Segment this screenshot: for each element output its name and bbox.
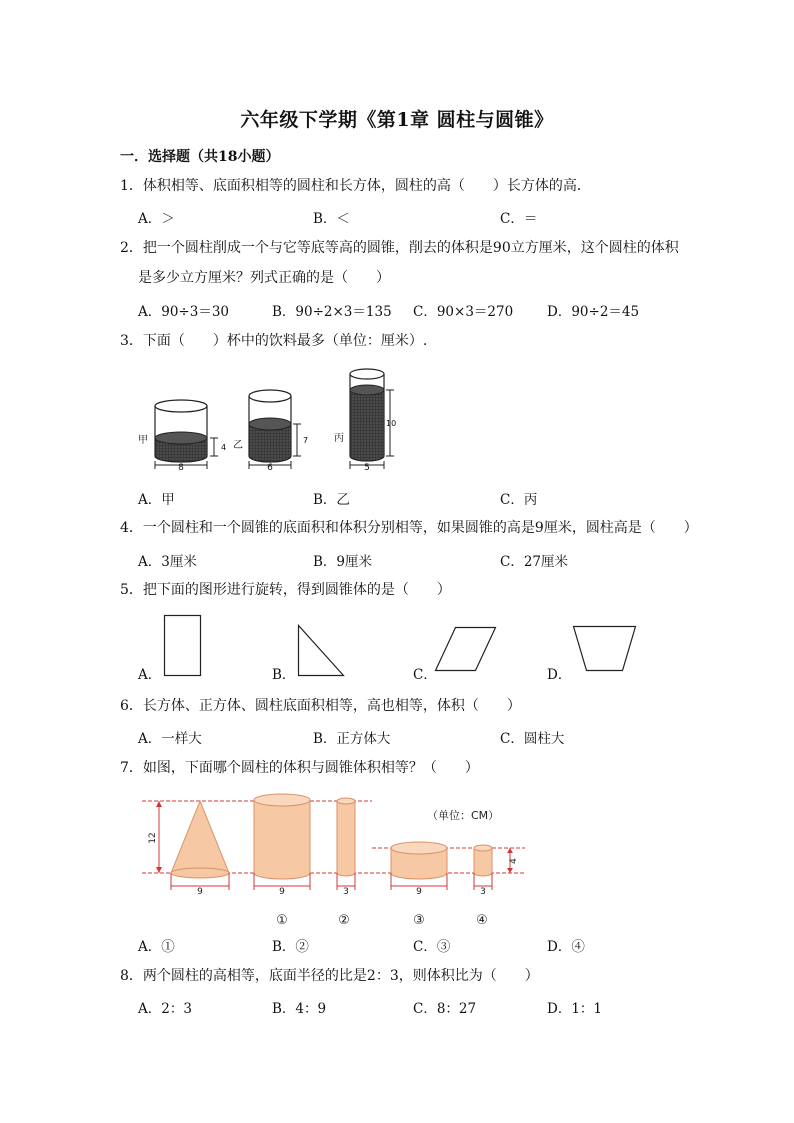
q1-option-b[interactable]: B．＜: [313, 211, 350, 227]
q7-option-a[interactable]: A．①: [138, 939, 175, 955]
cup-jia: [138, 400, 226, 473]
question-7-stem: 7．如图，下面哪个圆柱的体积与圆锥体积相等？（ ）: [120, 760, 479, 776]
cylinder-1-number: ①: [276, 913, 288, 928]
cup-bing-diameter: 5: [364, 463, 370, 473]
cylinder-4: [474, 845, 492, 876]
question-5-stem: 5．把下面的图形进行旋转，得到圆锥体的是（ ）: [120, 582, 451, 598]
cup-yi: [233, 390, 308, 473]
question-3-stem: 3．下面（ ）杯中的饮料最多（单位：厘米）.: [120, 333, 428, 349]
rectangle-shape: [165, 616, 201, 676]
cup-bing-label: 丙: [334, 433, 344, 444]
q3-option-a[interactable]: A．甲: [138, 492, 175, 508]
q6-option-c[interactable]: C．圆柱大: [500, 731, 565, 747]
cylinder-4-width: 3: [480, 887, 486, 897]
q8-option-a[interactable]: A．2：3: [138, 1001, 192, 1017]
cone-base-label: 9: [197, 887, 203, 897]
cup-yi-height: 7: [303, 436, 309, 445]
cone: [171, 801, 229, 878]
q7-option-c[interactable]: C．③: [413, 939, 451, 955]
cup-jia-label: 甲: [138, 435, 148, 446]
trapezoid-shape: [574, 627, 636, 671]
cylinder-1-width: 9: [279, 887, 285, 897]
q8-option-b[interactable]: B．4：9: [272, 1001, 327, 1017]
cylinder-2-width: 3: [343, 887, 349, 897]
q8-option-c[interactable]: C．8：27: [413, 1001, 477, 1017]
q6-option-a[interactable]: A．一样大: [138, 731, 202, 747]
q2-option-c[interactable]: C．90×3＝270: [413, 304, 514, 320]
q5-option-a[interactable]: A．: [138, 667, 162, 683]
q4-option-c[interactable]: C．27厘米: [500, 554, 569, 570]
page-title: 六年级下学期《第1章 圆柱与圆锥》: [240, 109, 554, 131]
question-8-stem: 8．两个圆柱的高相等，底面半径的比是2：3，则体积比为（ ）: [120, 968, 539, 984]
cylinder-2-number: ②: [338, 913, 350, 928]
small-height-label: 4: [509, 858, 519, 864]
cylinder-1: [254, 794, 310, 879]
q6-option-b[interactable]: B．正方体大: [313, 731, 391, 747]
q3-option-c[interactable]: C．丙: [500, 492, 538, 508]
parallelogram-shape: [436, 628, 496, 671]
cylinder-3-width: 9: [416, 887, 422, 897]
q7-option-d[interactable]: D．④: [547, 939, 585, 955]
question-2-stem-line1: 2．把一个圆柱削成一个与它等底等高的圆锥，削去的体积是90立方厘米，这个圆柱的体积: [120, 240, 679, 256]
q2-option-b[interactable]: B．90÷2×3＝135: [272, 304, 392, 320]
cup-yi-diameter: 6: [267, 463, 273, 473]
q4-option-b[interactable]: B．9厘米: [313, 554, 373, 570]
q1-option-c[interactable]: C．＝: [500, 211, 538, 227]
right-triangle-shape: [299, 626, 344, 676]
q7-option-b[interactable]: B．②: [272, 939, 309, 955]
unit-label: （单位：CM）: [427, 809, 500, 822]
q5-option-b[interactable]: B．: [272, 667, 296, 683]
cup-yi-label: 乙: [233, 440, 243, 451]
cone-height-label: 12: [148, 832, 158, 844]
question-4-stem: 4．一个圆柱和一个圆锥的底面积和体积分别相等，如果圆锥的高是9厘米，圆柱高是（ ）: [120, 520, 698, 536]
cup-bing-height: 10: [386, 419, 397, 428]
q8-option-d[interactable]: D．1：1: [547, 1001, 603, 1017]
cup-bing: [334, 369, 396, 473]
question-2-stem-line2: 是多少立方厘米？列式正确的是（ ）: [138, 270, 390, 286]
q5-option-d[interactable]: D．: [547, 667, 572, 683]
section-heading: 一．选择题（共18小题）: [120, 149, 280, 165]
question-1-stem: 1．体积相等、底面积相等的圆柱和长方体，圆柱的高（ ）长方体的高．: [120, 178, 591, 194]
q5-shapes: [150, 610, 650, 680]
q3-option-b[interactable]: B．乙: [313, 492, 350, 508]
q7-solids-figure: [140, 788, 540, 930]
question-6-stem: 6．长方体、正方体、圆柱底面积相等，高也相等，体积（ ）: [120, 698, 521, 714]
q4-option-a[interactable]: A．3厘米: [138, 554, 197, 570]
cylinder-3: [391, 842, 447, 879]
q2-option-d[interactable]: D．90÷2＝45: [547, 304, 640, 320]
cylinder-2: [337, 798, 355, 876]
cup-jia-diameter: 8: [178, 463, 184, 473]
q2-option-a[interactable]: A．90÷3＝30: [138, 304, 230, 320]
cup-jia-height: 4: [221, 443, 227, 452]
cylinder-3-number: ③: [413, 913, 425, 928]
cylinder-4-number: ④: [476, 913, 488, 928]
q5-option-c[interactable]: C．: [413, 667, 437, 683]
q1-option-a[interactable]: A．＞: [138, 211, 175, 227]
q3-cups-figure: [130, 362, 420, 477]
